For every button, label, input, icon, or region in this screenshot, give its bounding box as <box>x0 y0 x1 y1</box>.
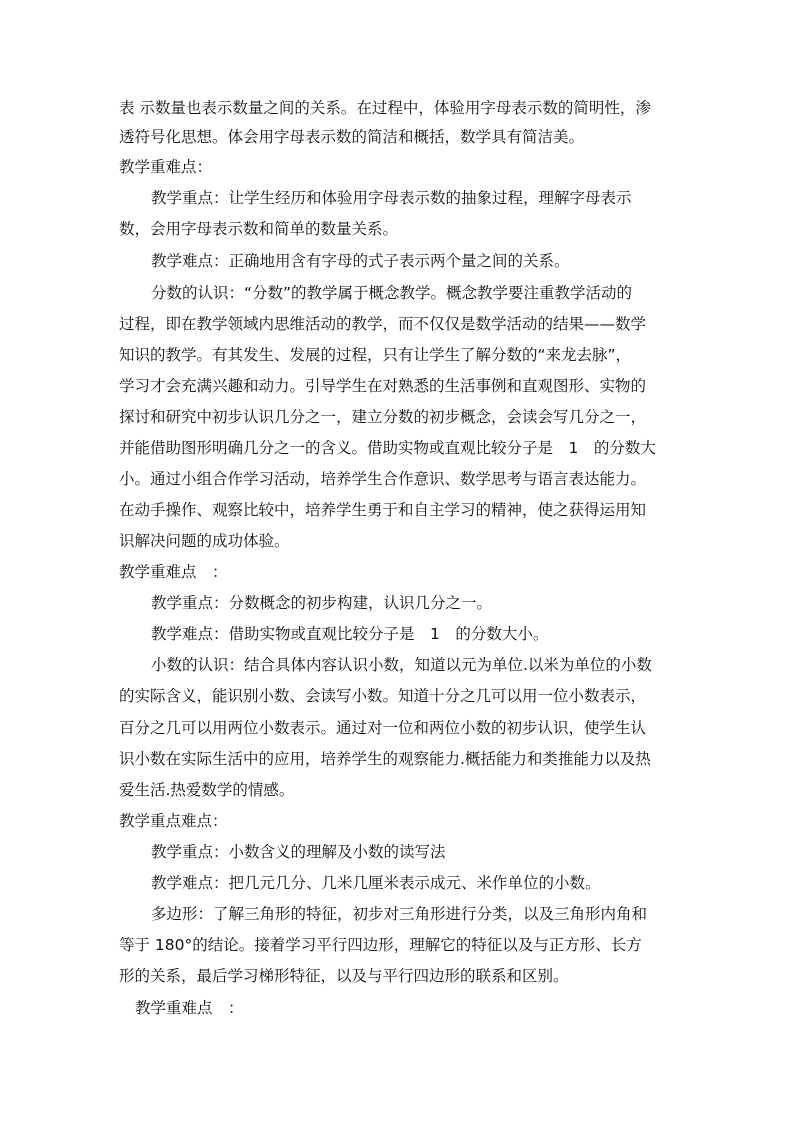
text-line: 识解决问题的成功体验。 <box>119 532 290 550</box>
text-line: 爱生活.热爱数学的情感。 <box>119 781 295 799</box>
section-heading: 教学重难点 ： <box>135 999 244 1017</box>
text-line: 教学重点：分数概念的初步构建，认识几分之一。 <box>151 594 493 612</box>
text-line: 识小数在实际生活中的应用，培养学生的观察能力.概括能力和类推能力以及热 <box>119 750 651 768</box>
text-line: 的实际含义，能识别小数、会读写小数。知道十分之几可以用一位小数表示， <box>119 687 647 705</box>
text-line: 过程，即在教学领域内思维活动的教学，而不仅仅是数学活动的结果——数学 <box>119 315 647 333</box>
text-line: 探讨和研究中初步认识几分之一，建立分数的初步概念，会读会写几分之一， <box>119 408 647 426</box>
text-line: 多边形：了解三角形的特征，初步对三角形进行分类，以及三角形内角和 <box>151 905 648 923</box>
text-line: 表 示数量也表示数量之间的关系。在过程中，体验用字母表示数的简明性，渗 <box>119 99 651 117</box>
section-heading: 教学重难点： <box>119 158 213 176</box>
text-line: 小数的认识：结合具体内容认识小数，知道以元为单位.以米为单位的小数 <box>151 656 652 674</box>
text-line: 教学难点：把几元几分、几米几厘米表示成元、米作单位的小数。 <box>151 874 601 892</box>
text-line: 教学难点：借助实物或直观比较分子是 1 的分数大小。 <box>151 625 549 643</box>
text-line: 在动手操作、观察比较中，培养学生勇于和自主学习的精神，使之获得运用知 <box>119 501 647 519</box>
text-line: 教学重点：让学生经历和体验用字母表示数的抽象过程，理解字母表示 <box>151 189 632 207</box>
text-line: 等于 180°的结论。接着学习平行四边形，理解它的特征以及与正方形、长方 <box>119 936 642 954</box>
text-line: 百分之几可以用两位小数表示。通过对一位和两位小数的初步认识，使学生认 <box>119 719 647 737</box>
text-line: 教学重点：小数含义的理解及小数的读写法 <box>151 843 446 861</box>
text-line: 并能借助图形明确几分之一的含义。借助实物或直观比较分子是 1 的分数大 <box>119 439 656 457</box>
text-line: 分数的认识：“分数”的教学属于概念教学。概念教学要注重教学活动的 <box>151 284 633 302</box>
text-line: 知识的教学。有其发生、发展的过程，只有让学生了解分数的“来龙去脉”， <box>119 346 632 364</box>
section-heading: 教学重点难点： <box>119 812 228 830</box>
text-line: 小。通过小组合作学习活动，培养学生合作意识、数学思考与语言表达能力。 <box>119 470 647 488</box>
text-line: 数，会用字母表示数和简单的数量关系。 <box>119 220 399 238</box>
text-line: 教学难点：正确地用含有字母的式子表示两个量之间的关系。 <box>151 252 570 270</box>
text-line: 形的关系，最后学习梯形特征，以及与平行四边形的联系和区别。 <box>119 967 569 985</box>
section-heading: 教学重难点 ： <box>119 563 228 581</box>
text-line: 学习才会充满兴趣和动力。引导学生在对熟悉的生活事例和直观图形、实物的 <box>119 377 647 395</box>
text-line: 透符号化思想。体会用字母表示数的简洁和概括，数学具有简洁美。 <box>119 128 585 146</box>
